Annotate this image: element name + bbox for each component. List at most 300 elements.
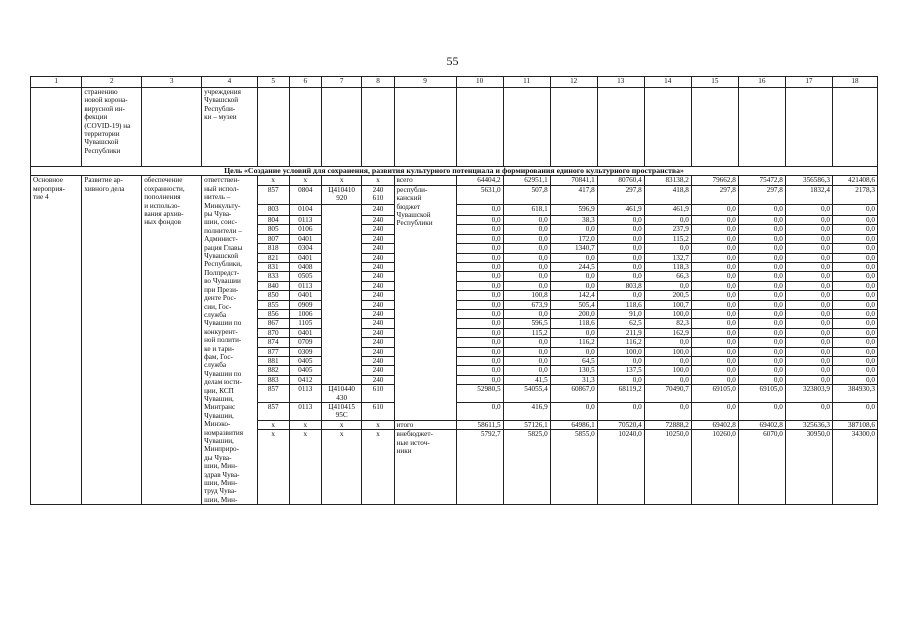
amount-cell: 116,2 xyxy=(597,338,644,347)
grbs-code: 881 xyxy=(257,357,289,366)
amount-cell: 0,0 xyxy=(832,300,877,309)
amount-cell: 100,0 xyxy=(644,366,691,375)
amount-cell: 0,0 xyxy=(785,403,832,421)
amount-cell: 0,0 xyxy=(456,403,503,421)
grbs-code: 870 xyxy=(257,328,289,337)
amount-cell: 0,0 xyxy=(503,234,550,243)
source: итого xyxy=(394,420,456,429)
amount-cell: 0,0 xyxy=(597,403,644,421)
section-code: 0405 xyxy=(289,357,321,366)
amount-cell: 0,0 xyxy=(503,281,550,290)
amount-cell: 0,0 xyxy=(738,244,785,253)
amount-cell: 0,0 xyxy=(738,281,785,290)
section-code: x xyxy=(289,430,321,505)
grbs-code: 874 xyxy=(257,338,289,347)
grbs-code: 805 xyxy=(257,225,289,234)
section-code: 0709 xyxy=(289,338,321,347)
grbs-code: 833 xyxy=(257,272,289,281)
amount-cell: 387108,6 xyxy=(832,420,877,429)
amount-cell: 0,0 xyxy=(550,281,597,290)
column-number: 3 xyxy=(142,77,202,88)
amount-cell: 0,0 xyxy=(832,253,877,262)
amount-cell: 211,9 xyxy=(597,328,644,337)
amount-cell: 0,0 xyxy=(785,244,832,253)
amount-cell: 0,0 xyxy=(832,403,877,421)
amount-cell: 0,0 xyxy=(691,291,738,300)
column-number: 12 xyxy=(550,77,597,88)
section-code: x xyxy=(289,176,321,185)
cell xyxy=(362,88,394,167)
amount-cell: 0,0 xyxy=(832,205,877,216)
amount-cell: 505,4 xyxy=(550,300,597,309)
expense-type: 240 xyxy=(362,225,394,234)
amount-cell: 0,0 xyxy=(785,225,832,234)
cell xyxy=(785,88,832,167)
source: республи- канский бюджет Чувашской Республики xyxy=(394,185,456,420)
grbs-code: 831 xyxy=(257,262,289,271)
continuation-row xyxy=(31,88,878,167)
amount-cell: 0,0 xyxy=(597,375,644,384)
amount-cell: 461,9 xyxy=(644,205,691,216)
amount-cell: 0,0 xyxy=(691,253,738,262)
amount-cell: 507,8 xyxy=(503,185,550,204)
grbs-code: x xyxy=(257,420,289,429)
amount-cell: 0,0 xyxy=(597,291,644,300)
column-number: 11 xyxy=(503,77,550,88)
amount-cell: 0,0 xyxy=(456,272,503,281)
amount-cell: 0,0 xyxy=(456,253,503,262)
column-number: 14 xyxy=(644,77,691,88)
amount-cell: 118,6 xyxy=(597,300,644,309)
amount-cell: 91,0 xyxy=(597,309,644,318)
expense-type: 240 xyxy=(362,300,394,309)
grbs-code: 803 xyxy=(257,205,289,216)
amount-cell: 0,0 xyxy=(597,234,644,243)
amount-cell: 1832,4 xyxy=(785,185,832,204)
goal-heading: Цель «Создание условий для сохранения, развития культурного потенциала и формирования единого культурного пространства» xyxy=(31,167,878,176)
amount-cell: 1340,7 xyxy=(550,244,597,253)
column-number: 18 xyxy=(832,77,877,88)
amount-cell: 0,0 xyxy=(691,403,738,421)
amount-cell: 0,0 xyxy=(832,225,877,234)
expense-type: 240 xyxy=(362,234,394,243)
table-row xyxy=(31,176,878,185)
amount-cell: 116,2 xyxy=(550,338,597,347)
amount-cell: 137,5 xyxy=(597,366,644,375)
grbs-code: 804 xyxy=(257,215,289,224)
cell xyxy=(503,88,550,167)
amount-cell: 0,0 xyxy=(503,244,550,253)
amount-cell: 0,0 xyxy=(785,215,832,224)
amount-cell: 58611,5 xyxy=(456,420,503,429)
column-number: 10 xyxy=(456,77,503,88)
amount-cell: 0,0 xyxy=(503,225,550,234)
budget-table xyxy=(30,76,878,505)
amount-cell: 0,0 xyxy=(691,347,738,356)
amount-cell: 421408,6 xyxy=(832,176,877,185)
column-number: 15 xyxy=(691,77,738,88)
cell xyxy=(456,88,503,167)
section-code: 0505 xyxy=(289,272,321,281)
amount-cell: 596,9 xyxy=(550,205,597,216)
amount-cell: 384930,3 xyxy=(832,385,877,403)
section-code: 0106 xyxy=(289,225,321,234)
amount-cell: 38,3 xyxy=(550,215,597,224)
amount-cell: 5631,0 xyxy=(456,185,503,204)
amount-cell: 0,0 xyxy=(785,291,832,300)
amount-cell: 200,0 xyxy=(550,309,597,318)
grbs-code: 840 xyxy=(257,281,289,290)
amount-cell: 461,9 xyxy=(597,205,644,216)
amount-cell: 172,0 xyxy=(550,234,597,243)
amount-cell: 0,0 xyxy=(503,309,550,318)
amount-cell: 323803,9 xyxy=(785,385,832,403)
amount-cell: 5792,7 xyxy=(456,430,503,505)
cell xyxy=(257,88,289,167)
amount-cell: 0,0 xyxy=(832,328,877,337)
amount-cell: 118,6 xyxy=(550,319,597,328)
amount-cell: 0,0 xyxy=(597,262,644,271)
amount-cell: 142,4 xyxy=(550,291,597,300)
amount-cell: 0,0 xyxy=(738,272,785,281)
amount-cell: 418,8 xyxy=(644,185,691,204)
header-row xyxy=(31,77,878,88)
amount-cell: 356586,3 xyxy=(785,176,832,185)
amount-cell: 0,0 xyxy=(738,253,785,262)
amount-cell: 0,0 xyxy=(456,319,503,328)
amount-cell: 0,0 xyxy=(691,300,738,309)
column-number: 6 xyxy=(289,77,321,88)
amount-cell: 0,0 xyxy=(785,319,832,328)
amount-cell: 0,0 xyxy=(456,328,503,337)
amount-cell: 0,0 xyxy=(832,262,877,271)
source: внебюджет- ные источ- ники xyxy=(394,430,456,505)
amount-cell: 0,0 xyxy=(550,347,597,356)
amount-cell: 79662,8 xyxy=(691,176,738,185)
amount-cell: 0,0 xyxy=(550,253,597,262)
column-number: 17 xyxy=(785,77,832,88)
expense-type: 240 xyxy=(362,375,394,384)
amount-cell: 0,0 xyxy=(550,272,597,281)
amount-cell: 0,0 xyxy=(738,225,785,234)
expense-type: 240 xyxy=(362,281,394,290)
section-code: 0113 xyxy=(289,385,321,403)
amount-cell: 0,0 xyxy=(832,338,877,347)
amount-cell: 0,0 xyxy=(597,272,644,281)
amount-cell: 0,0 xyxy=(644,281,691,290)
amount-cell: 115,2 xyxy=(503,328,550,337)
amount-cell: 0,0 xyxy=(738,300,785,309)
amount-cell: 0,0 xyxy=(597,215,644,224)
section-code: 0412 xyxy=(289,375,321,384)
amount-cell: 200,5 xyxy=(644,291,691,300)
expense-type: 240 xyxy=(362,205,394,216)
amount-cell: 52980,5 xyxy=(456,385,503,403)
amount-cell: 0,0 xyxy=(785,328,832,337)
grbs-code: x xyxy=(257,176,289,185)
amount-cell: 0,0 xyxy=(738,375,785,384)
amount-cell: 0,0 xyxy=(785,253,832,262)
amount-cell: 0,0 xyxy=(456,347,503,356)
amount-cell: 0,0 xyxy=(503,215,550,224)
amount-cell: 0,0 xyxy=(456,300,503,309)
amount-cell: 0,0 xyxy=(785,347,832,356)
column-number: 1 xyxy=(31,77,82,88)
amount-cell: 0,0 xyxy=(691,281,738,290)
amount-cell: 0,0 xyxy=(738,262,785,271)
amount-cell: 83138,2 xyxy=(644,176,691,185)
amount-cell: 62951,1 xyxy=(503,176,550,185)
amount-cell: 416,9 xyxy=(503,403,550,421)
expense-type: x xyxy=(362,430,394,505)
amount-cell: 70490,7 xyxy=(644,385,691,403)
grbs-code: 807 xyxy=(257,234,289,243)
amount-cell: 5825,0 xyxy=(503,430,550,505)
column-number: 2 xyxy=(82,77,142,88)
amount-cell: 325636,3 xyxy=(785,420,832,429)
amount-cell: 0,0 xyxy=(691,205,738,216)
amount-cell: 0,0 xyxy=(785,357,832,366)
page-number: 55 xyxy=(446,54,459,68)
amount-cell: 0,0 xyxy=(738,234,785,243)
amount-cell: 72888,2 xyxy=(644,420,691,429)
amount-cell: 0,0 xyxy=(644,244,691,253)
section-code: 0909 xyxy=(289,300,321,309)
cell xyxy=(691,88,738,167)
grbs-code: 882 xyxy=(257,366,289,375)
amount-cell: 0,0 xyxy=(785,281,832,290)
section-code: x xyxy=(289,420,321,429)
amount-cell: 0,0 xyxy=(503,347,550,356)
expense-type: 240 xyxy=(362,357,394,366)
amount-cell: 0,0 xyxy=(785,234,832,243)
expense-type: 240 xyxy=(362,262,394,271)
amount-cell: 0,0 xyxy=(644,215,691,224)
amount-cell: 100,8 xyxy=(503,291,550,300)
amount-cell: 10240,0 xyxy=(597,430,644,505)
amount-cell: 0,0 xyxy=(738,338,785,347)
amount-cell: 0,0 xyxy=(832,309,877,318)
amount-cell: 0,0 xyxy=(503,262,550,271)
section-code: 0408 xyxy=(289,262,321,271)
grbs-code: 821 xyxy=(257,253,289,262)
goal-row xyxy=(31,167,878,176)
amount-cell: 0,0 xyxy=(785,205,832,216)
expense-type: 240 xyxy=(362,244,394,253)
amount-cell: 6070,0 xyxy=(738,430,785,505)
amount-cell: 237,9 xyxy=(644,225,691,234)
amount-cell: 0,0 xyxy=(597,357,644,366)
amount-cell: 596,5 xyxy=(503,319,550,328)
expense-type: x xyxy=(362,176,394,185)
amount-cell: 100,7 xyxy=(644,300,691,309)
amount-cell: 0,0 xyxy=(832,244,877,253)
amount-cell: 0,0 xyxy=(691,272,738,281)
column-number: 8 xyxy=(362,77,394,88)
cell xyxy=(394,88,456,167)
expense-type: 240 xyxy=(362,309,394,318)
amount-cell: 0,0 xyxy=(832,272,877,281)
cell xyxy=(644,88,691,167)
amount-cell: 5855,0 xyxy=(550,430,597,505)
amount-cell: 64404,2 xyxy=(456,176,503,185)
amount-cell: 0,0 xyxy=(503,272,550,281)
expense-type: 240 xyxy=(362,215,394,224)
amount-cell: 0,0 xyxy=(644,357,691,366)
amount-cell: 57126,1 xyxy=(503,420,550,429)
amount-cell: 0,0 xyxy=(832,281,877,290)
grbs-code: x xyxy=(257,430,289,505)
section-code: 0401 xyxy=(289,291,321,300)
column-number: 4 xyxy=(202,77,258,88)
amount-cell: 0,0 xyxy=(644,375,691,384)
measure-name: Развитие ар- хивного дела xyxy=(82,176,142,505)
amount-cell: 0,0 xyxy=(456,244,503,253)
expense-type: 240 xyxy=(362,272,394,281)
amount-cell: 0,0 xyxy=(644,338,691,347)
executor: учреждения Чувашской Республи- ки – музеи xyxy=(202,88,258,167)
expense-type: 240 xyxy=(362,253,394,262)
article-code: Ц410415 95С xyxy=(321,403,362,421)
amount-cell: 0,0 xyxy=(738,215,785,224)
grbs-code: 867 xyxy=(257,319,289,328)
amount-cell: 0,0 xyxy=(832,234,877,243)
amount-cell: 0,0 xyxy=(456,215,503,224)
amount-cell: 0,0 xyxy=(597,225,644,234)
measure-goal: обеспечение сохранности, пополнения и использо- вания архив- ных фондов xyxy=(142,176,202,505)
section-code: 0401 xyxy=(289,234,321,243)
section-code: 0401 xyxy=(289,253,321,262)
grbs-code: 818 xyxy=(257,244,289,253)
section-code: 0113 xyxy=(289,281,321,290)
amount-cell: 130,5 xyxy=(550,366,597,375)
expense-type: 240 xyxy=(362,366,394,375)
amount-cell: 54055,4 xyxy=(503,385,550,403)
amount-cell: 31,3 xyxy=(550,375,597,384)
amount-cell: 0,0 xyxy=(691,262,738,271)
amount-cell: 62,5 xyxy=(597,319,644,328)
amount-cell: 0,0 xyxy=(503,253,550,262)
amount-cell: 0,0 xyxy=(738,403,785,421)
amount-cell: 0,0 xyxy=(832,215,877,224)
amount-cell: 10260,0 xyxy=(691,430,738,505)
measure-name: странению новой корона- вирусной ин- фекции (COVID-19) на территории Чувашской Республики xyxy=(82,88,142,167)
amount-cell: 0,0 xyxy=(738,309,785,318)
section-code: 0304 xyxy=(289,244,321,253)
amount-cell: 100,0 xyxy=(597,347,644,356)
amount-cell: 100,0 xyxy=(644,347,691,356)
amount-cell: 0,0 xyxy=(691,357,738,366)
cell xyxy=(738,88,785,167)
expense-type: 240 xyxy=(362,291,394,300)
amount-cell: 0,0 xyxy=(738,205,785,216)
article-code: Ц410410 920 xyxy=(321,185,362,204)
amount-cell: 0,0 xyxy=(503,338,550,347)
amount-cell: 0,0 xyxy=(785,366,832,375)
amount-cell: 0,0 xyxy=(785,262,832,271)
executor: ответствен- ный испол- нитель – Минкульту- ры Чува- шии, соис- полнители – Админист- рация Главы Чувашской Республики, Полпредст- во Чувашии при Прези- денте Рос- сии, Гос- служба Чувашии по конкурент- ной полити- ке и тари- фам, Гос- служба Чувашии по делам юсти- ции, КСП Чувашии, Минтранс Чувашии, Минэко- номразвития Чувашии, Минприро- ды Чува- шии, Мин- здрав Чува- шии, Мин- труд Чува- шии, Мин- xyxy=(202,176,258,505)
amount-cell: 417,8 xyxy=(550,185,597,204)
amount-cell: 70841,1 xyxy=(550,176,597,185)
amount-cell: 0,0 xyxy=(550,403,597,421)
amount-cell: 0,0 xyxy=(832,347,877,356)
amount-cell: 64986,1 xyxy=(550,420,597,429)
column-number: 9 xyxy=(394,77,456,88)
grbs-code: 856 xyxy=(257,309,289,318)
amount-cell: 0,0 xyxy=(785,300,832,309)
cell xyxy=(321,88,362,167)
amount-cell: 0,0 xyxy=(832,366,877,375)
amount-cell: 0,0 xyxy=(738,319,785,328)
amount-cell: 0,0 xyxy=(597,253,644,262)
amount-cell: 0,0 xyxy=(456,205,503,216)
amount-cell: 0,0 xyxy=(691,225,738,234)
cell xyxy=(550,88,597,167)
amount-cell: 0,0 xyxy=(691,319,738,328)
cell xyxy=(597,88,644,167)
amount-cell: 0,0 xyxy=(832,375,877,384)
amount-cell: 70520,4 xyxy=(597,420,644,429)
amount-cell: 69402,8 xyxy=(691,420,738,429)
grbs-code: 883 xyxy=(257,375,289,384)
amount-cell: 0,0 xyxy=(644,403,691,421)
amount-cell: 0,0 xyxy=(456,225,503,234)
amount-cell: 118,3 xyxy=(644,262,691,271)
amount-cell: 0,0 xyxy=(691,328,738,337)
amount-cell: 0,0 xyxy=(785,338,832,347)
amount-cell: 0,0 xyxy=(785,272,832,281)
column-number: 7 xyxy=(321,77,362,88)
amount-cell: 0,0 xyxy=(738,366,785,375)
amount-cell: 0,0 xyxy=(597,244,644,253)
section-code: 0405 xyxy=(289,366,321,375)
cell xyxy=(142,88,202,167)
amount-cell: 68119,2 xyxy=(597,385,644,403)
grbs-code: 855 xyxy=(257,300,289,309)
expense-type: 240 xyxy=(362,328,394,337)
amount-cell: 297,8 xyxy=(691,185,738,204)
expense-type: 240 xyxy=(362,347,394,356)
amount-cell: 0,0 xyxy=(691,244,738,253)
amount-cell: 162,9 xyxy=(644,328,691,337)
amount-cell: 69105,0 xyxy=(738,385,785,403)
amount-cell: 60867,0 xyxy=(550,385,597,403)
amount-cell: 69402,8 xyxy=(738,420,785,429)
amount-cell: 30950,0 xyxy=(785,430,832,505)
column-number: 16 xyxy=(738,77,785,88)
amount-cell: 82,3 xyxy=(644,319,691,328)
section-code: 0309 xyxy=(289,347,321,356)
cell xyxy=(289,88,321,167)
amount-cell: 0,0 xyxy=(738,357,785,366)
cell xyxy=(31,88,82,167)
amount-cell: 803,8 xyxy=(597,281,644,290)
grbs-code: 857 xyxy=(257,185,289,204)
article-code: x xyxy=(321,430,362,505)
article-code: x xyxy=(321,420,362,429)
amount-cell: 297,8 xyxy=(597,185,644,204)
expense-type: 240 xyxy=(362,338,394,347)
expense-type: 240 xyxy=(362,319,394,328)
amount-cell: 0,0 xyxy=(691,234,738,243)
amount-cell: 0,0 xyxy=(456,262,503,271)
amount-cell: 0,0 xyxy=(456,291,503,300)
amount-cell: 0,0 xyxy=(832,291,877,300)
article-code: x xyxy=(321,176,362,185)
amount-cell: 75472,8 xyxy=(738,176,785,185)
amount-cell: 0,0 xyxy=(503,366,550,375)
amount-cell: 0,0 xyxy=(691,366,738,375)
